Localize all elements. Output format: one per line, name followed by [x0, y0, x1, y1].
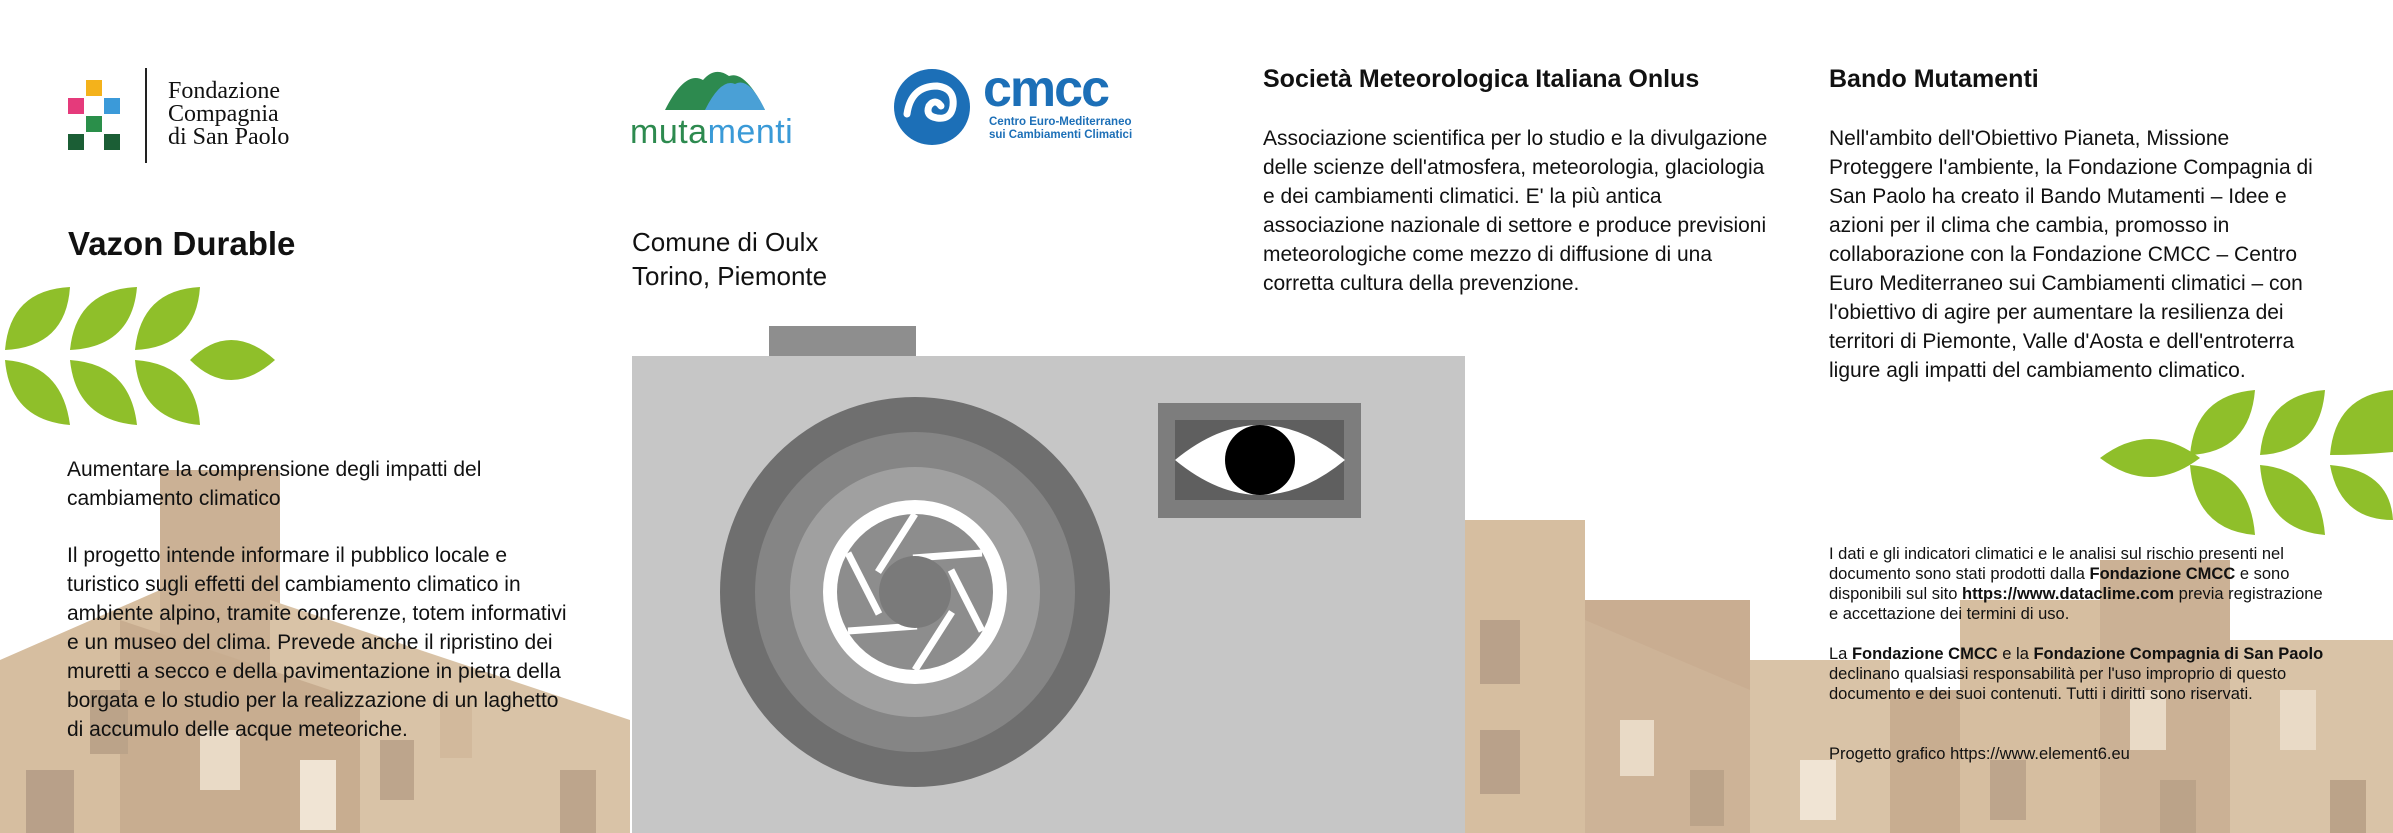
mutamenti-prefix: muta [630, 113, 708, 151]
disclaimer2-text-c: e la [1997, 645, 2034, 663]
mutamenti-mountains-icon [665, 66, 775, 112]
panel1-subtitle: Aumentare la comprensione degli impatti del cambiamento climatico [67, 458, 482, 510]
logo-divider [145, 68, 147, 163]
panel2-line1: Comune di Oulx [632, 227, 819, 257]
compagnia-mark-icon [68, 80, 124, 156]
panel2-line2: Torino, Piemonte [632, 261, 828, 291]
leaves-left [5, 287, 275, 425]
mutamenti-suffix: menti [707, 113, 794, 151]
cmcc-line2: sui Cambiamenti Climatici [989, 129, 1133, 141]
compagnia-logo [68, 68, 308, 168]
panel4-disclaimer-data [1829, 544, 2329, 624]
compagnia-line2: Compagnia [168, 101, 279, 127]
cmcc-name: cmcc [983, 60, 1108, 118]
camera-illustration [632, 326, 1465, 833]
disclaimer2-text-e: declinano qualsiasi responsabilità per l'uso improprio di questo documento e dei suoi contenuti. Tutti i diritti sono riservati. [1829, 665, 2287, 703]
cmcc-logo [893, 60, 1153, 148]
mutamenti-logo [630, 66, 810, 150]
disclaimer2-text-a: La [1829, 645, 1852, 663]
leaves-right [2100, 390, 2393, 535]
panel2-location [632, 225, 827, 293]
compagnia-line3: di San Paolo [168, 124, 290, 150]
panel3-body: Associazione scientifica per lo studio e la divulgazione delle scienze dell'atmosfera, meteorologia, glaciologia e dei cambiamenti climatici. E' la più antica associazione nazionale di settore e produce previsioni meteorologiche come mezzo di diffusione di una corretta cultura della prevenzione. [1263, 127, 1768, 295]
panel1-title: Vazon Durable [68, 225, 296, 262]
panel4-title: Bando Mutamenti [1829, 65, 2039, 93]
panel3-title: Società Meteorologica Italiana Onlus [1263, 65, 1700, 93]
disclaimer1-text-e: previa registrazione e accettazione dei termini di uso. [1829, 585, 2323, 623]
panel4-credits[interactable]: Progetto grafico https://www.element6.eu [1829, 745, 2130, 763]
panel1-body: Il progetto intende informare il pubblico locale e turistico sugli effetti del cambiamento climatico in ambiente alpino, tramite conferenze, totem informativi e un museo del clima. Prevede anche il ripristino dei muretti a secco e della pavimentazione in pietra della borgata e lo studio per la realizzazione di un laghetto di accumulo delle acque meteoriche. [67, 544, 567, 741]
disclaimer1-text-a: I dati e gli indicatori climatici e le analisi sul rischio presenti nel documento sono stati prodotti dalla [1829, 545, 2284, 583]
compagnia-line1: Fondazione [168, 78, 280, 104]
cmcc-line1: Centro Euro-Mediterraneo [989, 116, 1132, 128]
cmcc-wave-icon [893, 68, 971, 146]
panel4-body: Nell'ambito dell'Obiettivo Pianeta, Missione Proteggere l'ambiente, la Fondazione Compagnia di San Paolo ha creato il Bando Mutamenti – Idee e azioni per il clima che cambia, promosso in collaborazione con la Fondazione CMCC – Centro Euro Mediterraneo sui Cambiamenti climatici – con l'obiettivo di agire per aumentare la resilienza dei territori di Piemonte, Valle d'Aosta e dell'entroterra ligure agli impatti del cambiamento climatico. [1829, 127, 2313, 382]
disclaimer1-cmcc: Fondazione CMCC [2089, 565, 2236, 583]
panel4-disclaimer-liability [1829, 644, 2329, 704]
dataclime-link[interactable]: https://www.dataclime.com [1961, 585, 2175, 603]
disclaimer1-text-c: e sono disponibili sul sito [1829, 565, 2290, 603]
disclaimer2-cmcc: Fondazione CMCC [1851, 645, 1998, 663]
disclaimer2-compagnia: Fondazione Compagnia di San Paolo [2033, 645, 2324, 663]
